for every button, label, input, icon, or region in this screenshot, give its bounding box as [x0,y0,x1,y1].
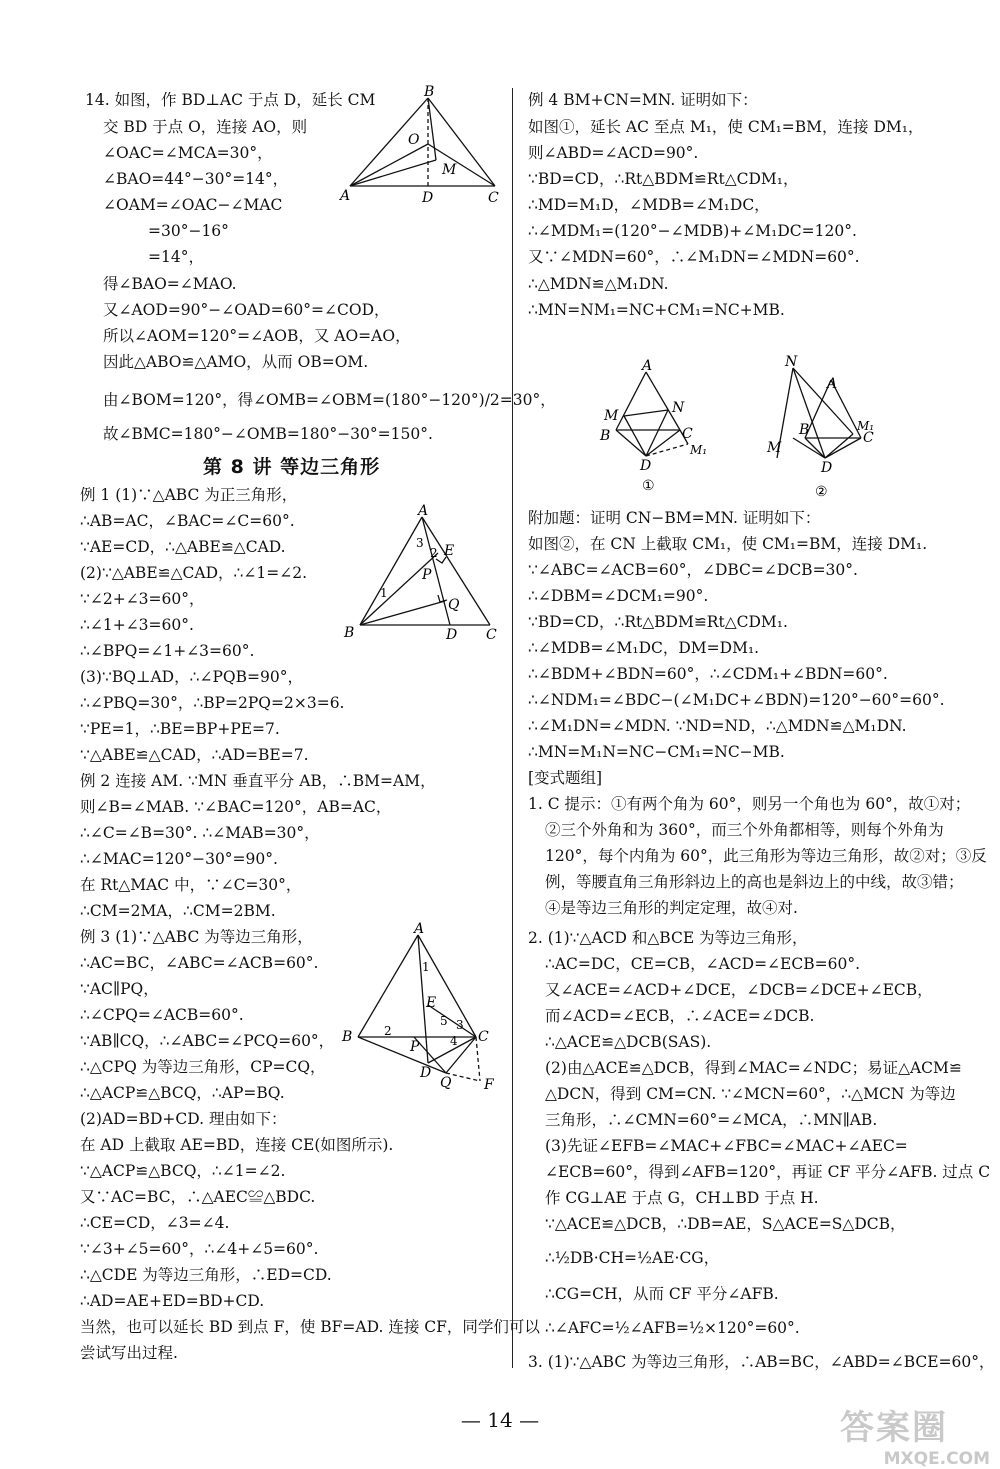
label-D: D [422,190,434,206]
label-N: N [785,354,798,370]
label-D: D [420,1065,432,1081]
right-text-line: ∴∠AFC=½∠AFB=½×120°=60°. [545,1319,800,1337]
left-text-line: ∴∠MAC=120°−30°=90°. [80,850,278,868]
right-text-line: 又∵∠MDN=60°，∴∠M₁DN=∠MDN=60°. [528,248,860,266]
left-text-line: ∴∠PBQ=30°，∴BP=2PQ=2×3=6. [80,694,345,712]
label-B: B [342,1029,353,1045]
left-text-line: ∴∠CPQ=∠ACB=60°. [80,1006,244,1024]
left-text-line: ∵△ACP≌△BCQ，∴∠1=∠2. [80,1162,286,1180]
right-text-line: 例，等腰直角三角形斜边上的高也是斜边上的中线，故③错； [545,873,964,891]
label-Q: Q [440,1075,452,1091]
right-text-line: (2)由△ACE≌△DCB，得到∠MAC=∠NDC；易证△ACM≌ [545,1059,962,1077]
left-text-line: 在 AD 上截取 AE=BD，连接 CE(如图所示). [80,1136,394,1154]
label-O: O [408,132,420,148]
label-C: C [863,430,874,446]
right-text-line: ∵BD=CD，∴Rt△BDM≌Rt△CDM₁. [528,613,788,631]
left-text-line: ∠BAO=44°−30°=14°， [103,170,289,188]
left-text-line: 得∠BAO=∠MAO. [103,275,237,293]
label-M1: M₁ [690,443,708,457]
right-text-line: ∴△MDN≌△M₁DN. [528,275,669,293]
left-text-line: ∵AB∥CQ，∴∠ABC=∠PCQ=60°， [80,1032,335,1050]
column-divider [512,88,513,1368]
label-M: M [442,162,457,178]
lecture-heading: 第 8 讲 等边三角形 [203,456,381,478]
label-M1: M₁ [857,419,875,433]
caption-1: ① [642,478,655,494]
right-text-line: 例 4 BM+CN=MN. 证明如下： [528,91,758,109]
figure-problem-14 [340,84,500,208]
right-text-line: ∴AC=DC，CE=CB，∠ACD=∠ECB=60°. [545,955,860,973]
left-text-line: ∴AD=AE+ED=BD+CD. [80,1292,265,1310]
figure-example-4-1 [600,358,710,493]
label-A: A [418,503,429,519]
left-text-line: ∠OAM=∠OAC−∠MAC [103,196,283,214]
label-B: B [344,625,355,641]
left-text-line: 14. 如图，作 BD⊥AC 于点 D，延长 CM [85,91,376,109]
left-text-line: ∴△ACP≌△BCQ，∴AP=BQ. [80,1084,285,1102]
label-A: A [340,188,351,204]
left-text-line: ∴CE=CD，∠3=∠4. [80,1214,230,1232]
label-F: F [484,1077,494,1093]
label-A: A [414,921,425,937]
left-text-line: ∵∠2+∠3=60°， [80,590,205,608]
left-text-line: 由∠BOM=120°，得∠OMB=∠OBM=(180°−120°)/2=30°， [103,391,556,409]
right-text-line: ∴MD=M₁D，∠MDB=∠M₁DC， [528,196,770,214]
left-text-line: ∴∠1+∠3=60°. [80,616,194,634]
svg-text:2: 2 [430,546,438,560]
left-text-line: ∴∠C=∠B=30°. ∴∠MAB=30°， [80,824,320,842]
label-A: A [642,358,653,374]
left-text-line: ∴∠BPQ=∠1+∠3=60°. [80,642,255,660]
left-text-line: ∴CM=2MA，∴CM=2BM. [80,902,276,920]
label-D: D [821,460,833,476]
left-text-line: ∠OAC=∠MCA=30°， [103,144,273,162]
label-E: E [444,543,455,559]
label-E: E [426,995,437,1011]
left-text-line: 当然，也可以延长 BD 到点 F，使 BF=AD. 连接 CF，同学们可以 [80,1318,540,1336]
left-text-line: 故∠BMC=180°−∠OMB=180°−30°=150°. [103,425,433,443]
right-text-line: ∵∠ABC=∠ACB=60°，∠DBC=∠DCB=30°. [528,561,858,579]
label-D: D [640,458,652,474]
figure-example-4-2 [765,354,885,503]
right-text-line: 2. (1)∵△ACD 和△BCE 为等边三角形， [528,929,808,947]
left-text-line: (3)∵BQ⊥AD，∴∠PQB=90°， [80,668,303,686]
right-text-line: 120°，每个内角为 60°，此三角形为等边三角形，故②对；③反 [545,847,987,865]
label-B: B [600,428,611,444]
right-text-line: △DCN，得到 CM=CN. ∵∠MCN=60°，∴△MCN 为等边 [545,1085,956,1103]
left-text-line: 因此△ABO≌△AMO，从而 OB=OM. [103,353,369,371]
left-text-line: (2)∵△ABE≌△CAD，∴∠1=∠2. [80,564,307,582]
label-P: P [410,1039,420,1055]
right-text-line: 1. C 提示：①有两个角为 60°，则另一个角也为 60°，故①对； [528,795,971,813]
right-text-line: ∴∠NDM₁=∠BDC−(∠M₁DC+∠BDN)=120°−60°=60°. [528,691,945,709]
right-text-line: ∴∠M₁DN=∠MDN. ∵ND=ND，∴△MDN≌△M₁DN. [528,717,907,735]
label-C: C [488,190,499,206]
right-text-line: 如图①，延长 AC 至点 M₁，使 CM₁=BM，连接 DM₁， [528,118,924,136]
label-P: P [422,567,432,583]
label-C: C [682,426,693,442]
left-text-line: 在 Rt△MAC 中，∵∠C=30°， [80,876,302,894]
svg-text:1: 1 [380,586,388,600]
right-text-line: 三角形，∴∠CMN=60°=∠MCA，∴MN∥AB. [545,1111,878,1129]
label-N: N [672,400,685,416]
left-text-line: ∵△ABE≌△CAD，∴AD=BE=7. [80,746,309,764]
label-A: A [827,376,838,392]
left-text-line: ∴AB=AC，∠BAC=∠C=60°. [80,512,295,530]
right-text-line: [变式题组] [528,769,603,787]
right-text-line: ∴CG=CH，从而 CF 平分∠AFB. [545,1285,779,1303]
right-text-line: 附加题：证明 CN−BM=MN. 证明如下： [528,509,821,527]
right-text-line: ∴∠DBM=∠DCM₁=90°. [528,587,709,605]
left-text-line: 则∠B=∠MAB. ∵∠BAC=120°，AB=AC， [80,798,392,816]
right-text-line: ∴½DB·CH=½AE·CG， [545,1249,720,1267]
left-text-line: ∵AC∥PQ， [80,980,159,998]
label-C: C [478,1029,489,1045]
right-text-line: 作 CG⊥AE 于点 G，CH⊥BD 于点 H. [545,1189,819,1207]
figure-example-1 [340,503,500,643]
svg-text:4: 4 [450,1034,458,1048]
left-text-line: ∵PE=1，∴BE=BP+PE=7. [80,720,280,738]
right-text-line: ∴MN=NM₁=NC+CM₁=NC+MB. [528,301,785,319]
left-text-line: 例 1 (1)∵△ABC 为正三角形， [80,486,298,504]
label-B: B [799,422,810,438]
left-text-line: ∵AE=CD，∴△ABE≌△CAD. [80,538,286,556]
left-text-line: (2)AD=BD+CD. 理由如下： [80,1110,287,1128]
left-text-line: 例 2 连接 AM. ∵MN 垂直平分 AB，∴BM=AM， [80,772,436,790]
left-text-line: ∴△CDE 为等边三角形，∴ED=CD. [80,1266,332,1284]
left-text-line: 又∠AOD=90°−∠OAD=60°=∠COD， [103,301,390,319]
left-text-line: 例 3 (1)∵△ABC 为等边三角形， [80,928,313,946]
svg-text:1: 1 [422,960,430,974]
left-text-line: 交 BD 于点 O，连接 AO，则 [103,118,308,136]
right-text-line: ∴∠MDB=∠M₁DC，DM=DM₁. [528,639,760,657]
svg-text:3: 3 [456,1018,464,1032]
right-text-line: ∵BD=CD，∴Rt△BDM≌Rt△CDM₁， [528,170,799,188]
right-text-line: 又∠ACE=∠ACD+∠DCE，∠DCB=∠DCE+∠ECB， [545,981,933,999]
left-text-line: ∵∠3+∠5=60°，∴∠4+∠5=60°. [80,1240,319,1258]
right-text-line: ∠ECB=60°，得到∠AFB=120°，再证 CF 平分∠AFB. 过点 C [545,1163,991,1181]
right-text-line: 而∠ACD=∠ECB，∴∠ACE=∠DCB. [545,1007,815,1025]
svg-text:3: 3 [416,536,424,550]
label-M: M [767,440,782,456]
caption-2: ② [815,484,828,500]
watermark: 答案圈 MXQE.COM [840,1408,990,1469]
right-text-line: 如图②，在 CN 上截取 CM₁，使 CM₁=BM，连接 DM₁. [528,535,928,553]
figure-example-3 [340,921,500,1093]
left-text-line: ∴△CPQ 为等边三角形，CP=CQ， [80,1058,326,1076]
svg-text:5: 5 [440,1014,448,1028]
right-text-line: ∴∠BDM+∠BDN=60°，∴∠CDM₁+∠BDN=60°. [528,665,888,683]
label-D: D [446,627,458,643]
label-C: C [486,627,497,643]
label-M: M [604,408,619,424]
right-text-line: ∴∠MDM₁=(120°−∠MDB)+∠M₁DC=120°. [528,222,857,240]
left-text-line: =14°， [148,248,204,266]
right-text-line: 3. (1)∵△ABC 为等边三角形，∴AB=BC，∠ABD=∠BCE=60°， [528,1353,995,1371]
left-text-line: =30°−16° [148,222,229,240]
label-Q: Q [448,597,460,613]
page-number: — 14 — [460,1408,540,1432]
svg-text:2: 2 [384,1024,392,1038]
left-text-line: ∴AC=BC，∠ABC=∠ACB=60°. [80,954,319,972]
right-text-line: 则∠ABD=∠ACD=90°. [528,144,699,162]
left-text-line: 又∵AC=BC，∴△AEC≌△BDC. [80,1188,316,1206]
right-text-line: ∴MN=M₁N=NC−CM₁=NC−MB. [528,743,785,761]
label-B: B [424,84,435,100]
right-text-line: ∴△ACE≌△DCB(SAS). [545,1033,712,1051]
left-text-line: 尝试写出过程. [80,1344,178,1362]
right-text-line: (3)先证∠EFB=∠MAC+∠FBC=∠MAC+∠AEC= [545,1137,908,1155]
right-text-line: ∵△ACE≌△DCB，∴DB=AE，S△ACE=S△DCB， [545,1215,906,1233]
right-text-line: ②三个外角和为 360°，而三个外角都相等，则每个外角为 [545,821,944,839]
right-text-line: ④是等边三角形的判定定理，故④对. [545,899,798,917]
left-text-line: 所以∠AOM=120°=∠AOB，又 AO=AO， [103,327,411,345]
